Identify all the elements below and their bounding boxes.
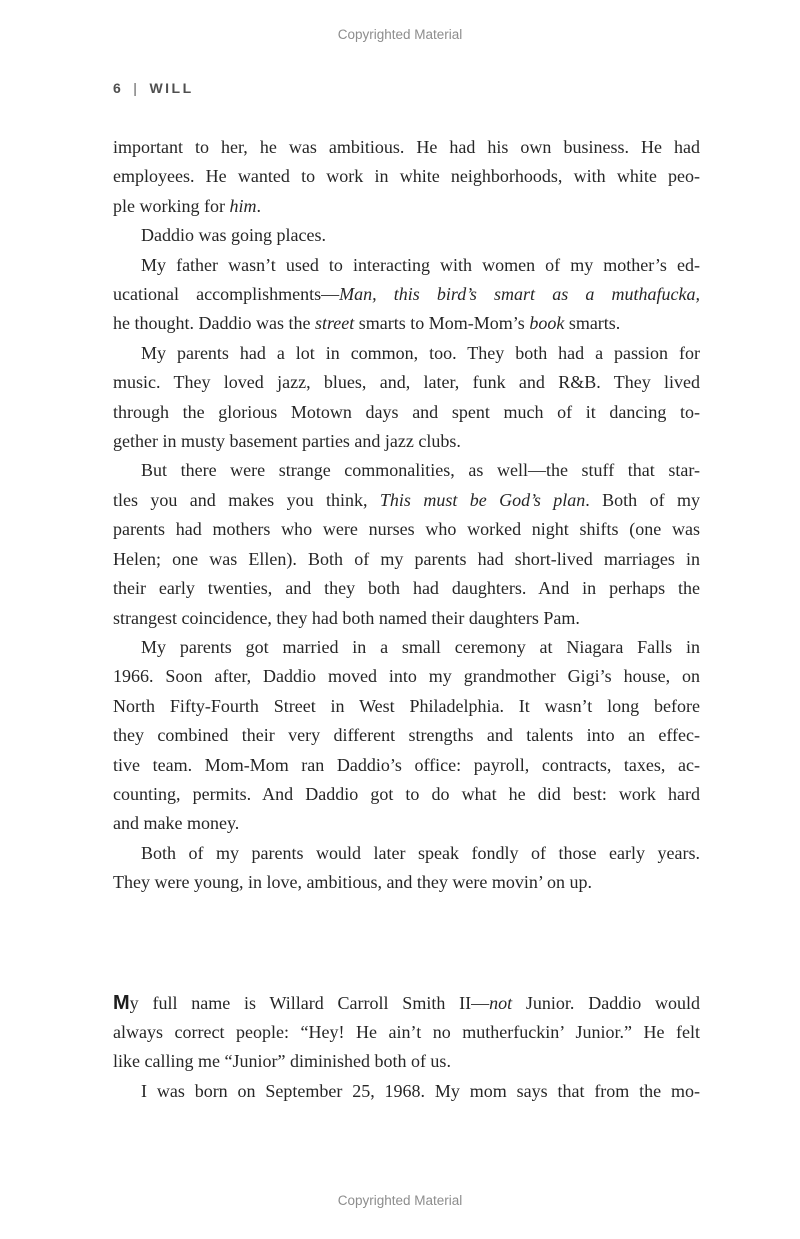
text-run: counting, permits. And Daddio got to do what he did best: work hard [113, 783, 700, 804]
text-run: Helen; one was Ellen). Both of my parents had short-lived marriages in [113, 548, 700, 569]
text-run: ucational accomplishments— [113, 284, 340, 305]
text-line [113, 692, 700, 721]
text-line [113, 839, 700, 868]
text-line [113, 280, 700, 309]
text-run: But there were strange commonalities, as well—the stuff that star- [141, 460, 700, 481]
copyright-notice-top: Copyrighted Material [337, 27, 463, 42]
text-line [113, 662, 700, 691]
text-run: Junior. Daddio would [512, 992, 700, 1013]
text-run: strangest coincidence, they had both named their daughters Pam. [113, 607, 580, 628]
paragraph [113, 456, 700, 632]
text-run: smarts. [564, 313, 621, 334]
text-line [113, 545, 700, 574]
paragraph [113, 839, 700, 898]
text-line [113, 633, 700, 662]
text-line [113, 368, 700, 397]
paragraph [113, 221, 700, 250]
text-line [113, 515, 700, 544]
text-line [113, 192, 700, 221]
header-separator: | [133, 80, 140, 96]
paragraph [113, 133, 700, 221]
text-run: music. They loved jazz, blues, and, later, funk and R&B. They lived [113, 372, 700, 393]
text-run: parents had mothers who were nurses who worked night shifts (one was [113, 519, 700, 540]
text-run: he thought. Daddio was the [113, 313, 315, 334]
text-run: employees. He wanted to work in white neighborhoods, with white peo- [113, 166, 700, 187]
paragraph [113, 633, 700, 839]
italic-text-run: This must be God’s plan [379, 489, 586, 510]
text-line [113, 721, 700, 750]
paragraph [113, 989, 700, 1077]
book-title: WILL [149, 80, 194, 96]
text-run: I was born on September 25, 1968. My mom says that from the mo- [141, 1080, 700, 1101]
text-run: My parents got married in a small ceremony at Niagara Falls in [141, 636, 700, 657]
text-run: their early twenties, and they both had daughters. And in perhaps the [113, 578, 700, 599]
text-run: 1966. Soon after, Daddio moved into my grandmother Gigi’s house, on [113, 666, 700, 687]
text-line [113, 309, 700, 338]
text-line [113, 989, 700, 1018]
text-line [113, 221, 700, 250]
text-run: and make money. [113, 813, 240, 834]
body-text [113, 133, 700, 1106]
text-line [113, 162, 700, 191]
text-line [113, 1047, 700, 1076]
paragraph [113, 339, 700, 457]
text-line [113, 398, 700, 427]
text-run: My parents had a lot in common, too. They both had a passion for [141, 342, 700, 363]
page-number: 6 [113, 80, 124, 96]
paragraph [113, 1077, 700, 1106]
text-run: Both of my parents would later speak fondly of those early years. [141, 842, 700, 863]
text-line [113, 456, 700, 485]
running-header [113, 80, 194, 96]
italic-text-run: Man, this bird’s smart as a muthafucka, [339, 284, 700, 305]
text-run: like calling me “Junior” diminished both of us. [113, 1051, 451, 1072]
text-line [113, 1018, 700, 1047]
text-line [113, 251, 700, 280]
text-line [113, 604, 700, 633]
text-line [113, 133, 700, 162]
text-line [113, 751, 700, 780]
text-run: . Both of my [585, 489, 700, 510]
italic-text-run: him [229, 195, 257, 216]
text-line [113, 486, 700, 515]
text-run: they combined their very different strengths and talents into an effec- [113, 725, 700, 746]
text-run: . [256, 195, 261, 216]
text-run: ple working for [113, 195, 230, 216]
text-run: gether in musty basement parties and jazz clubs. [113, 431, 461, 452]
text-run: They were young, in love, ambitious, and they were movin’ on up. [113, 872, 593, 893]
text-line [113, 780, 700, 809]
text-line [113, 427, 700, 456]
text-run: through the glorious Motown days and spent much of it dancing to- [113, 401, 700, 422]
text-line [113, 809, 700, 838]
copyright-notice-bottom: Copyrighted Material [337, 1193, 463, 1208]
italic-text-run: book [529, 313, 565, 334]
text-line [113, 339, 700, 368]
paragraph [113, 251, 700, 339]
text-run: tles you and makes you think, [113, 489, 380, 510]
text-line [113, 1077, 700, 1106]
text-run: smarts to Mom-Mom’s [354, 313, 530, 334]
text-run: y full name is Willard Carroll Smith II— [129, 992, 490, 1013]
text-run: North Fifty-Fourth Street in West Philadelphia. It wasn’t long before [113, 695, 700, 716]
text-run: tive team. Mom-Mom ran Daddio’s office: payroll, contracts, taxes, ac- [113, 754, 700, 775]
initial-text-run: M [113, 991, 130, 1014]
text-run: Daddio was going places. [141, 225, 326, 246]
text-line [113, 868, 700, 897]
italic-text-run: street [314, 313, 355, 334]
text-run: always correct people: “Hey! He ain’t no mutherfuckin’ Junior.” He felt [113, 1021, 700, 1042]
italic-text-run: not [489, 992, 513, 1013]
text-line [113, 574, 700, 603]
text-run: important to her, he was ambitious. He had his own business. He had [113, 137, 700, 157]
text-run: My father wasn’t used to interacting with women of my mother’s ed- [141, 254, 700, 275]
